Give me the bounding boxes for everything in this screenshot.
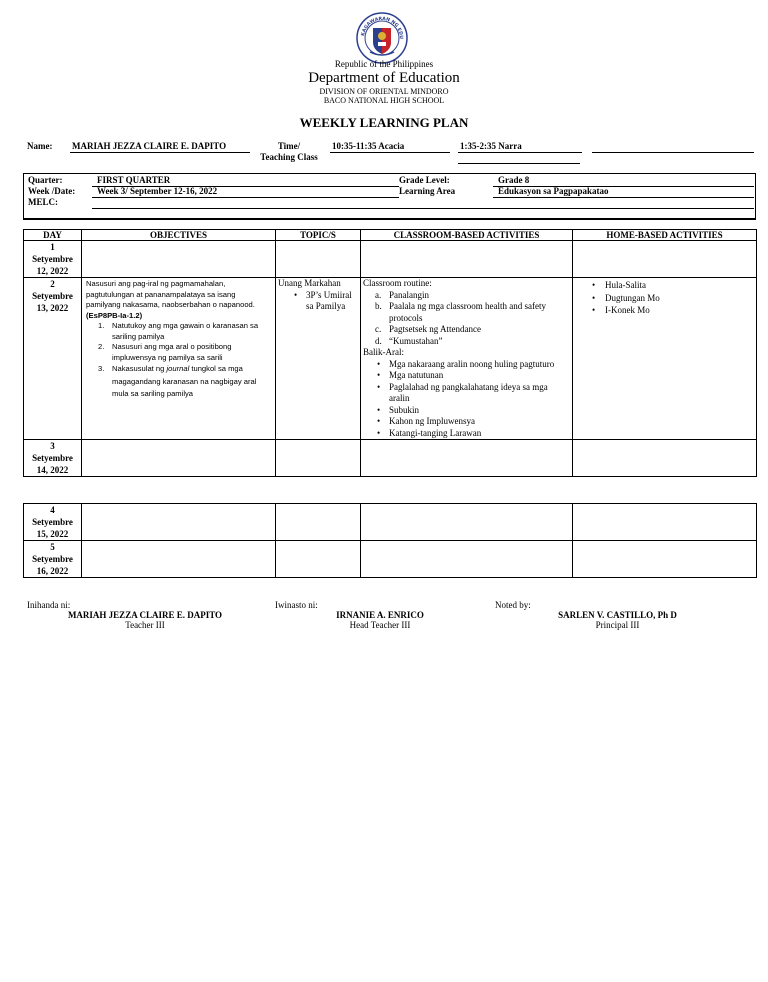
time-slot-underline xyxy=(458,163,580,164)
republic-text: Republic of the Philippines xyxy=(334,59,434,69)
table-row xyxy=(24,278,757,440)
list-item: • Mga natutunan xyxy=(389,370,570,382)
home-list xyxy=(573,278,756,317)
table-row xyxy=(24,541,757,578)
document-title: WEEKLY LEARNING PLAN xyxy=(299,115,469,130)
classroom-cell xyxy=(361,440,573,477)
classroom-cell xyxy=(361,278,573,440)
day-cell: 1 Setyembre 12, 2022 xyxy=(24,241,82,278)
list-item: • Mga nakaraang aralin noong huling pagtuturo xyxy=(389,359,570,371)
melc-underline xyxy=(92,208,754,209)
classroom-cell xyxy=(361,241,573,278)
weekly-plan-table xyxy=(23,229,757,477)
list-item: • Subukin xyxy=(389,405,570,417)
details-box xyxy=(23,173,756,220)
list-item: 1. Natutukoy ang mga gawain o karanasan sa sariling pamilya xyxy=(98,321,259,341)
list-item: • 3P’s Umiiral sa Pamilya xyxy=(306,290,358,313)
school-text: BACO NATIONAL HIGH SCHOOL xyxy=(323,96,445,105)
name-label: Name: xyxy=(27,141,53,151)
header-home-activities: HOME-BASED ACTIVITIES xyxy=(573,230,757,241)
home-cell xyxy=(573,504,757,541)
area-label: Learning Area xyxy=(399,186,456,196)
time-slot-1: 10:35-11:35 Acacia xyxy=(330,141,450,153)
objective-list xyxy=(82,321,275,401)
weekly-plan-table-continued xyxy=(23,503,757,578)
noted-by-name: SARLEN V. CASTILLO, Ph D xyxy=(558,610,677,620)
objective-cell xyxy=(82,440,276,477)
grade-value: Grade 8 xyxy=(493,175,754,187)
seal-text: KAGAWARAN NG EDU xyxy=(361,16,404,40)
checked-by-label: Iwinasto ni: xyxy=(275,600,318,610)
routine-label: Classroom routine: xyxy=(363,278,432,288)
review-label: Balik-Aral: xyxy=(363,347,404,357)
area-value: Edukasyon sa Pagpapakatao xyxy=(493,186,754,198)
list-item: • Katangi-tanging Larawan xyxy=(389,428,570,440)
quarter-value: FIRST QUARTER xyxy=(92,175,399,187)
melc-label: MELC: xyxy=(28,197,58,207)
topic-cell xyxy=(276,541,361,578)
list-item: • Paglalahad ng pangkalahatang ideya sa mga aralin xyxy=(389,382,570,405)
topic-list xyxy=(276,290,360,313)
header-classroom-activities: CLASSROOM-BASED ACTIVITIES xyxy=(361,230,573,241)
table-row xyxy=(24,440,757,477)
week-value: Week 3/ September 12-16, 2022 xyxy=(92,186,399,198)
objective-cell xyxy=(82,541,276,578)
topic-cell xyxy=(276,278,361,440)
department-title: Department of Education xyxy=(308,70,460,86)
time-label: Time/ Teaching Class xyxy=(260,141,318,162)
day-cell: 2 Setyembre 13, 2022 xyxy=(24,278,82,440)
objective-cell xyxy=(82,278,276,440)
list-item: • Dugtungan Mo xyxy=(605,292,756,305)
objective-cell xyxy=(82,241,276,278)
list-item: a. Panalangin xyxy=(375,289,429,300)
home-cell xyxy=(573,541,757,578)
topic-cell xyxy=(276,241,361,278)
topic-title: Unang Markahan xyxy=(278,278,341,288)
header-topics: TOPIC/S xyxy=(276,230,361,241)
objective-text: Nasusuri ang pag-iral ng pagmamahalan, pagtutulungan at pananampalataya sa isang pamilyang nakasama, naobserbahan o napanood. (EsP8PB-Ia-1.2) xyxy=(82,278,275,321)
objective-cell xyxy=(82,504,276,541)
header-objectives: OBJECTIVES xyxy=(82,230,276,241)
grade-label: Grade Level: xyxy=(399,175,450,185)
list-item: 2. Nasusuri ang mga aral o positibong impluwensya ng pamilya sa sarili xyxy=(98,342,232,362)
division-text: DIVISION OF ORIENTAL MINDORO xyxy=(319,87,449,96)
day-cell: 5 Setyembre 16, 2022 xyxy=(24,541,82,578)
noted-by-title: Principal III xyxy=(595,620,640,630)
quarter-label: Quarter: xyxy=(28,175,63,185)
list-item: 3. Nakasusulat ng journal tungkol sa mga magagandang karanasan na nagbigay aral mula sa sariling pamilya xyxy=(98,364,257,398)
prepared-by-title: Teacher III xyxy=(125,620,165,630)
time-slot-2: 1:35-2:35 Narra xyxy=(458,141,582,153)
home-cell xyxy=(573,278,757,440)
extra-underline xyxy=(592,152,754,153)
day-cell: 3 Setyembre 14, 2022 xyxy=(24,440,82,477)
table-header-row xyxy=(24,230,757,241)
list-item: • Hula-Salita xyxy=(605,279,756,292)
home-cell xyxy=(573,440,757,477)
topic-cell xyxy=(276,504,361,541)
deped-seal xyxy=(356,12,408,64)
day-cell: 4 Setyembre 15, 2022 xyxy=(24,504,82,541)
list-item: • Kahon ng Impluwensya xyxy=(389,416,570,428)
noted-by-label: Noted by: xyxy=(495,600,531,610)
classroom-cell xyxy=(361,504,573,541)
classroom-cell xyxy=(361,541,573,578)
table-row xyxy=(24,504,757,541)
home-cell xyxy=(573,241,757,278)
list-item: d. “Kumustahan” xyxy=(375,335,443,346)
week-label: Week /Date: xyxy=(28,186,76,196)
list-item: c. Pagtsetsek ng Attendance xyxy=(375,324,481,334)
topic-cell xyxy=(276,440,361,477)
list-item: b. Paalala ng mga classroom health and safety protocols xyxy=(375,301,546,323)
checked-by-name: IRNANIE A. ENRICO xyxy=(336,610,424,620)
teacher-name: MARIAH JEZZA CLAIRE E. DAPITO xyxy=(70,141,250,153)
prepared-by-name: MARIAH JEZZA CLAIRE E. DAPITO xyxy=(67,610,223,620)
checked-by-title: Head Teacher III xyxy=(349,620,411,630)
review-list xyxy=(361,359,572,440)
list-item: • I-Konek Mo xyxy=(605,304,756,317)
routine-list xyxy=(361,290,572,348)
table-row xyxy=(24,241,757,278)
prepared-by-label: Inihanda ni: xyxy=(27,600,71,610)
objective-code: (EsP8PB-Ia-1.2) xyxy=(86,310,143,320)
header-day: DAY xyxy=(24,230,82,241)
